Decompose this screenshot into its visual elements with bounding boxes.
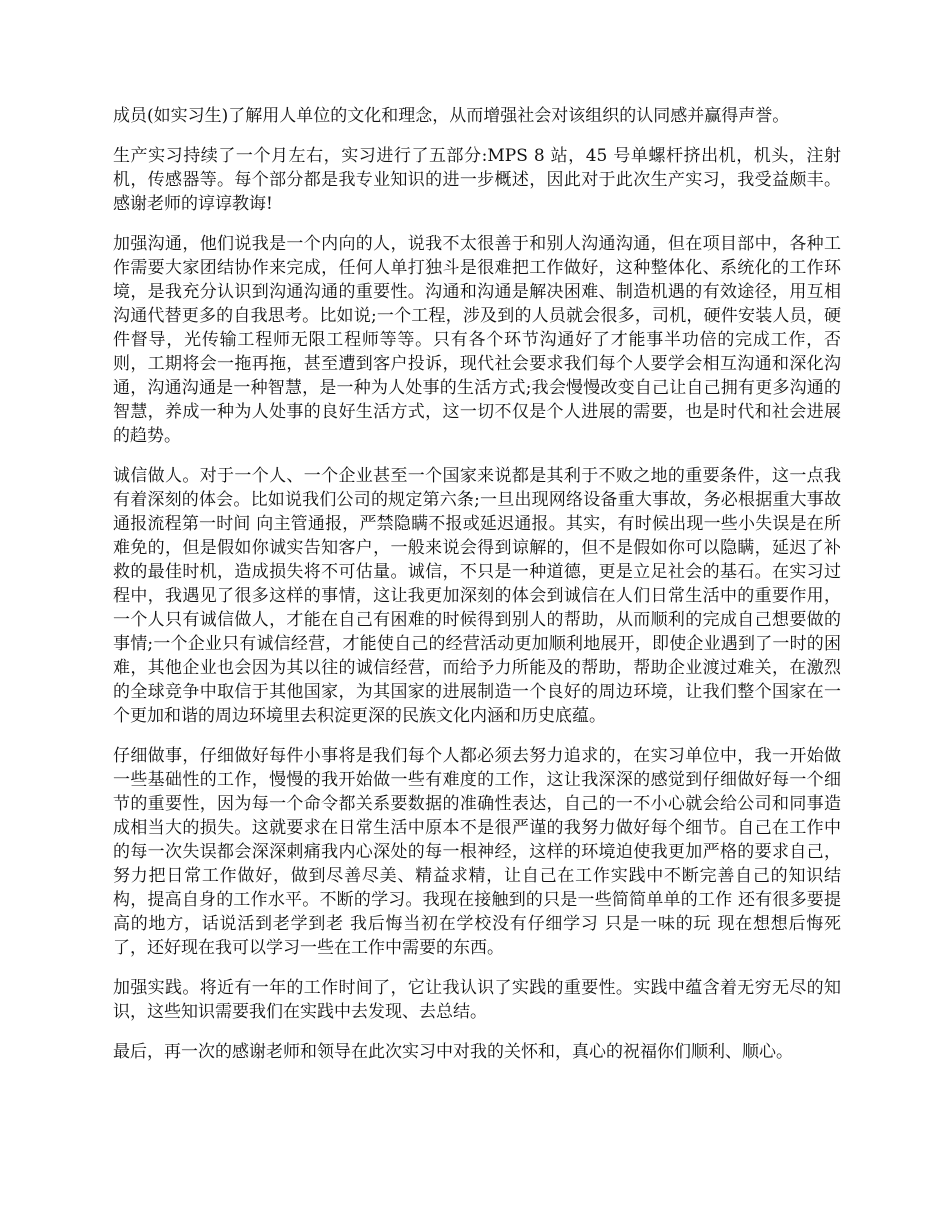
document-body: [113, 104, 841, 1080]
paragraph-integrity: 诚信做人。对于一个人、一个企业甚至一个国家来说都是其利于不败之地的重要条件，这一点我有着深刻的体会。比如说我们公司的规定第六条;一旦出现网络设备重大事故，务必根据重大事故通报流程第一时间 向主管通报，严禁隐瞒不报或延迟通报。其实，有时候出现一些小失误是在所难免的，但是假如你诚实告知客户，一般来说会得到谅解的，但不是假如你可以隐瞒，延迟了补救的最佳时机，造成损失将不可估量。诚信，不只是一种道德，更是立足社会的基石。在实习过程中，我遇见了很多这样的事情，这让我更加深刻的体会到诚信在人们日常生活中的重要作用，一个人只有诚信做人，才能在自己有困难的时候得到别人的帮助，从而顺利的完成自己想要做的事情;一个企业只有诚信经营，才能使自己的经营活动更加顺利地展开，即使企业遇到了一时的困难，其他企业也会因为其以往的诚信经营，而给予力所能及的帮助，帮助企业渡过难关，在激烈的全球竞争中取信于其他国家，为其国家的进展制造一个良好的周边环境，让我们整个国家在一个更加和谐的周边环境里去积淀更深的民族文化内涵和历史底蕴。: [113, 466, 841, 726]
paragraph-careful-work: 仔细做事，仔细做好每件小事将是我们每个人都必须去努力追求的，在实习单位中，我一开始做一些基础性的工作，慢慢的我开始做一些有难度的工作，这让我深深的感觉到仔细做好每一个细节的重要性，因为每一个命令都关系要数据的准确性表达，自己的一不小心就会给公司和同事造成相当大的损失。这就要求在日常生活中原本不是很严谨的我努力做好每个细节。自己在工作中的每一次失误都会深深刺痛我内心深处的每一根神经，这样的环境迫使我更加严格的要求自己，努力把日常工作做好，做到尽善尽美、精益求精，让自己在工作实践中不断完善自己的知识结构，提高自身的工作水平。不断的学习。我现在接触到的只是一些简简单单的工作 还有很多要提高的地方，话说活到老学到老 我后悔当初在学校没有仔细学习 只是一味的玩 现在想想后悔死了，还好现在我可以学习一些在工作中需要的东西。: [113, 746, 841, 958]
paragraph-production-internship: 生产实习持续了一个月左右，实习进行了五部分:MPS 8 站，45 号单螺杆挤出机，机头，注射机，传感器等。每个部分都是我专业知识的进一步概述，因此对于此次生产实习，我受益颇丰。感谢老师的谆谆教诲!: [113, 146, 841, 214]
paragraph-communication: 加强沟通，他们说我是一个内向的人，说我不太很善于和别人沟通沟通，但在项目部中，各种工作需要大家团结协作来完成，任何人单打独斗是很难把工作做好，这种整体化、系统化的工作环境，是我充分认识到沟通沟通的重要性。沟通和沟通是解决困难、制造机遇的有效途径，用互相沟通代替更多的自我思考。比如说;一个工程，涉及到的人员就会很多，司机，硬件安装人员，硬件督导，光传输工程师无限工程师等等。只有各个环节沟通好了才能事半功倍的完成工作，否则，工期将会一拖再拖，甚至遭到客户投诉，现代社会要求我们每个人要学会相互沟通和深化沟通，沟通沟通是一种智慧，是一种为人处事的生活方式;我会慢慢改变自己让自己拥有更多沟通的智慧，养成一种为人处事的良好生活方式，这一切不仅是个人进展的需要，也是时代和社会进展的趋势。: [113, 234, 841, 446]
paragraph-closing-thanks: 最后，再一次的感谢老师和领导在此次实习中对我的关怀和，真心的祝福你们顺利、顺心。: [113, 1042, 793, 1062]
paragraph-practice: 加强实践。将近有一年的工作时间了，它让我认识了实践的重要性。实践中蕴含着无穷无尽的知识，这些知识需要我们在实践中去发现、去总结。: [113, 978, 841, 1022]
paragraph-culture: 成员(如实习生)了解用人单位的文化和理念，从而增强社会对该组织的认同感并赢得声誉。: [113, 106, 790, 126]
